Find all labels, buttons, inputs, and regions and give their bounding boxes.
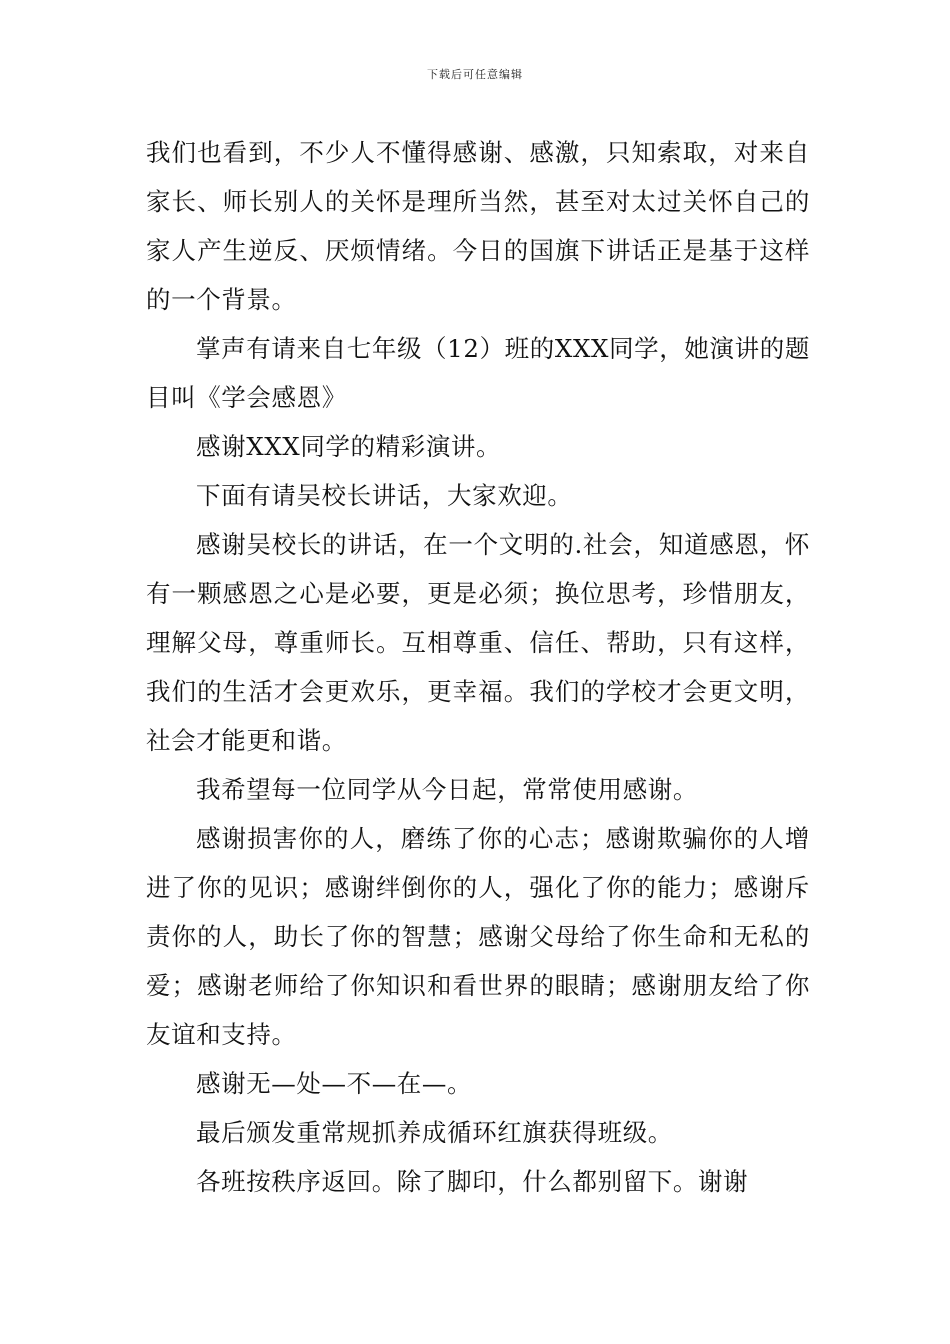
paragraph: 我希望每一位同学从今日起，常常使用感谢。 — [196, 775, 698, 804]
paragraph: 感谢XXX同学的精彩演讲。 — [196, 432, 502, 461]
paragraph: 感谢无—处—不—在—。 — [196, 1069, 473, 1098]
paragraph: 感谢吴校长的讲话，在一个文明的.社会，知道感恩，怀有一颗感恩之心是必要，更是必须；换位思考，珍惜朋友，理解父母，尊重师长。互相尊重、信任、帮助，只有这样，我们的生活才会更欢乐，更幸福。我们的学校才会更文明，社会才能更和谐。 — [146, 530, 810, 755]
page-header: 下载后可任意编辑 — [427, 68, 523, 81]
paragraph: 下面有请吴校长讲话，大家欢迎。 — [196, 481, 573, 510]
paragraph: 各班按秩序返回。除了脚印，什么都别留下。谢谢 — [196, 1167, 749, 1196]
paragraph: 最后颁发重常规抓养成循环红旗获得班级。 — [196, 1118, 673, 1147]
paragraph: 我们也看到，不少人不懂得感谢、感激，只知索取，对来自家长、师长别人的关怀是理所当然，甚至对太过关怀自己的家人产生逆反、厌烦情绪。今日的国旗下讲话正是基于这样的一个背景。 — [146, 138, 810, 314]
paragraph: 感谢损害你的人，磨练了你的心志；感谢欺骗你的人增进了你的见识；感谢绊倒你的人，强化了你的能力；感谢斥责你的人，助长了你的智慧；感谢父母给了你生命和无私的爱；感谢老师给了你知识和看世界的眼睛；感谢朋友给了你友谊和支持。 — [146, 824, 810, 1049]
paragraph: 掌声有请来自七年级（12）班的XXX同学，她演讲的题目叫《学会感恩》 — [146, 334, 810, 412]
document-body — [146, 128, 810, 1206]
